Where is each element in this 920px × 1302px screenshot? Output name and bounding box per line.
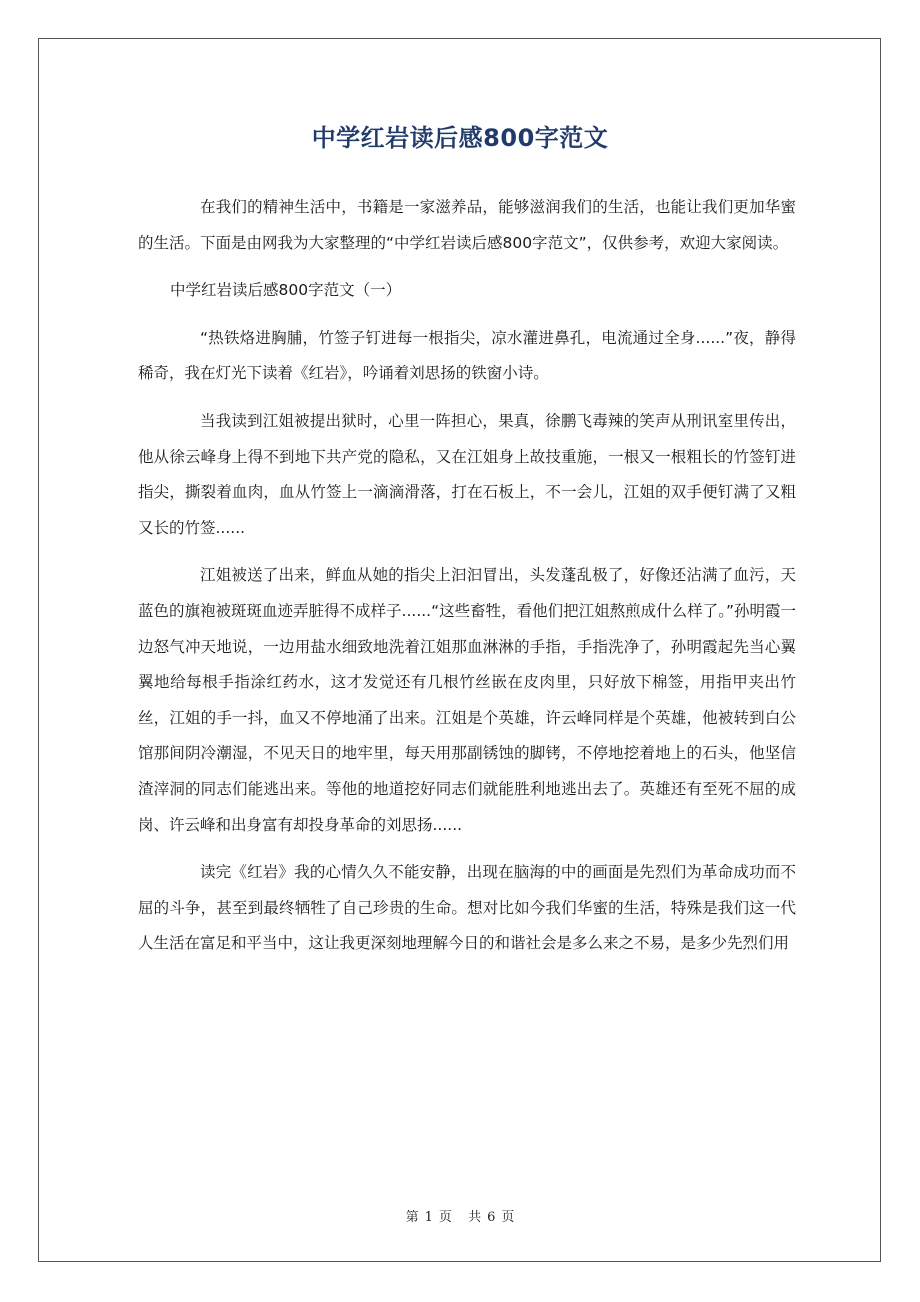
total-pages-number: 6 [487, 1210, 496, 1225]
page-indicator: 第 1 页 [405, 1210, 452, 1225]
body-paragraph: “热铁烙进胸脯，竹签子钉进每一根指尖，凉水灌进鼻孔，电流通过全身......”夜，静得稀奇，我在灯光下读着《红岩》，吟诵着刘思扬的铁窗小诗。 [138, 328, 796, 383]
body-paragraph: 江姐被送了出来，鲜血从她的指尖上汩汩冒出，头发蓬乱极了，好像还沾满了血污，天蓝色的旗袍被斑斑血迹弄脏得不成样子......“这些畜牲，看他们把江姐熬煎成什么样了。”孙明霞一边怒气冲天地说，一边用盐水细致地洗着江姐那血淋淋的手指，手指洗净了，孙明霞起先当心翼翼地给每根手指涂红药水，这才发觉还有几根竹丝嵌在皮肉里，只好放下棉签，用指甲夹出竹丝，江姐的手一抖，血又不停地涌了出来。江姐是个英雄，许云峰同样是个英雄，他被转到白公馆那间阴冷潮湿，不见天日的地牢里，每天用那副锈蚀的脚铐，不停地挖着地上的石头，他坚信渣滓洞的同志们能逃出来。等他的地道挖好同志们就能胜利地逃出去了。英雄还有至死不屈的成岗、许云峰和出身富有却投身革命的刘思扬...... [138, 566, 796, 834]
current-page-number: 1 [424, 1210, 433, 1225]
section-heading: 中学红岩读后感800字范文（一） [170, 281, 402, 300]
intro-paragraph: 在我们的精神生活中，书籍是一家滋养品，能够滋润我们的生活，也能让我们更加华蜜的生活。下面是由网我为大家整理的“中学红岩读后感800字范文”，仅供参考，欢迎大家阅读。 [138, 198, 796, 252]
body-paragraph: 当我读到江姐被提出狱时，心里一阵担心，果真，徐鹏飞毒辣的笑声从刑讯室里传出，他从徐云峰身上得不到地下共产党的隐私，又在江姐身上故技重施，一根又一根粗长的竹签钉进指尖，撕裂着血肉，血从竹签上一滴滴滑落，打在石板上，不一会儿，江姐的双手便钉满了又粗又长的竹签...... [138, 411, 796, 537]
total-pages-indicator: 共 6 页 [468, 1210, 515, 1225]
page-footer [0, 1206, 920, 1225]
document-title: 中学红岩读后感800字范文 [311, 124, 609, 152]
document-body [138, 190, 796, 974]
body-paragraph: 读完《红岩》我的心情久久不能安静，出现在脑海的中的画面是先烈们为革命成功而不屈的斗争，甚至到最终牺牲了自己珍贵的生命。想对比如今我们华蜜的生活，特殊是我们这一代人生活在富足和平当中，这让我更深刻地理解今日的和谐社会是多么来之不易，是多少先烈们用 [138, 863, 796, 953]
